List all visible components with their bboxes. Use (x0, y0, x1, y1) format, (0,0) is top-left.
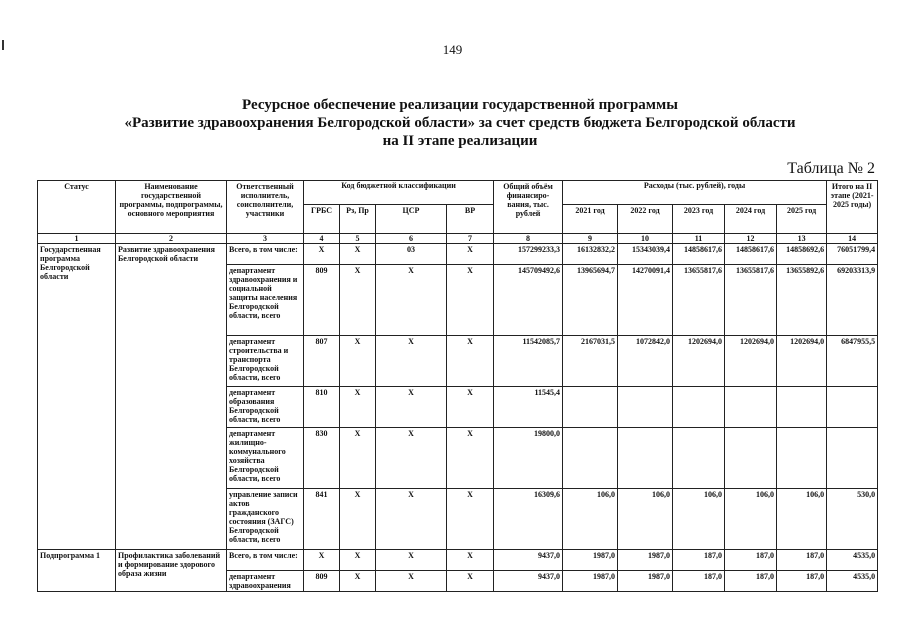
y2024-cell: 14858617,6 (725, 244, 777, 265)
colnum: 1 (38, 234, 116, 244)
header-2024: 2024 год (725, 205, 777, 234)
y2023-cell: 187,0 (673, 550, 725, 571)
responsible-cell: департамент здравоохранения (227, 571, 304, 592)
vr-cell: Х (447, 550, 494, 571)
sub1-name: Профилактика заболеваний и формирование здорового образа жизни (116, 550, 227, 592)
csr-cell: Х (376, 336, 447, 387)
y2021-cell: 1987,0 (563, 550, 618, 571)
rzpr-cell: Х (340, 550, 376, 571)
header-total: Общий объём финансиро-вания, тыс. рублей (494, 181, 563, 234)
y2025-cell: 187,0 (777, 571, 827, 592)
y2025-cell: 1202694,0 (777, 336, 827, 387)
colnum: 10 (618, 234, 673, 244)
colnum: 3 (227, 234, 304, 244)
colnum: 11 (673, 234, 725, 244)
title-line-2: «Развитие здравоохранения Белгородской области» за счет средств бюджета Белгородской области (124, 115, 796, 131)
y2025-cell (777, 428, 827, 489)
title-line-3: на II этапе реализации (382, 133, 538, 149)
header-2022: 2022 год (618, 205, 673, 234)
y2022-cell (618, 387, 673, 428)
total-cell: 19800,0 (494, 428, 563, 489)
vr-cell: Х (447, 571, 494, 592)
gp-name: Развитие здравоохранения Белгородской области (116, 244, 227, 550)
document-title (60, 96, 860, 150)
y2021-cell: 106,0 (563, 489, 618, 550)
rzpr-cell: Х (340, 489, 376, 550)
sub1-status: Подпрограмма 1 (38, 550, 116, 592)
header-csr: ЦСР (376, 205, 447, 234)
y2024-cell: 187,0 (725, 571, 777, 592)
y2022-cell: 1987,0 (618, 550, 673, 571)
grbs-cell: 809 (304, 571, 340, 592)
y2025-cell (777, 387, 827, 428)
y2022-cell: 1987,0 (618, 571, 673, 592)
csr-cell: Х (376, 265, 447, 336)
total-cell: 11542085,7 (494, 336, 563, 387)
table-label: Таблица № 2 (787, 160, 875, 177)
csr-cell: Х (376, 550, 447, 571)
colnum: 9 (563, 234, 618, 244)
itogo-cell: 4535,0 (827, 571, 878, 592)
responsible-cell: департамент жилищно-коммунального хозяйства Белгородской области, всего (227, 428, 304, 489)
y2024-cell: 106,0 (725, 489, 777, 550)
responsible-cell: Всего, в том числе: (227, 244, 304, 265)
header-vr: ВР (447, 205, 494, 234)
rzpr-cell: Х (340, 265, 376, 336)
y2023-cell: 187,0 (673, 571, 725, 592)
header-expenses: Расходы (тыс. рублей), годы (563, 181, 827, 205)
rzpr-cell: Х (340, 428, 376, 489)
csr-cell: Х (376, 428, 447, 489)
y2021-cell (563, 387, 618, 428)
itogo-cell: 4535,0 (827, 550, 878, 571)
header-budget-code: Код бюджетной классификации (304, 181, 494, 205)
total-cell: 11545,4 (494, 387, 563, 428)
vr-cell: Х (447, 265, 494, 336)
vr-cell: Х (447, 336, 494, 387)
rzpr-cell: Х (340, 571, 376, 592)
colnum: 7 (447, 234, 494, 244)
y2024-cell: 1202694,0 (725, 336, 777, 387)
header-name: Наименование государственной программы, подпрограммы, основного мероприятия (116, 181, 227, 234)
header-2023: 2023 год (673, 205, 725, 234)
itogo-cell: 69203313,9 (827, 265, 878, 336)
responsible-cell: Всего, в том числе: (227, 550, 304, 571)
responsible-cell: управление записи актов гражданского состояния (ЗАГС) Белгородской области, всего (227, 489, 304, 550)
y2022-cell (618, 428, 673, 489)
header-status: Статус (38, 181, 116, 234)
rzpr-cell: Х (340, 244, 376, 265)
y2021-cell: 16132832,2 (563, 244, 618, 265)
y2024-cell (725, 428, 777, 489)
y2024-cell: 13655817,6 (725, 265, 777, 336)
y2022-cell: 15343039,4 (618, 244, 673, 265)
csr-cell: 03 (376, 244, 447, 265)
header-responsible: Ответственный исполнитель, соисполнители, участники (227, 181, 304, 234)
itogo-cell: 530,0 (827, 489, 878, 550)
table-row (38, 244, 878, 265)
header-rzpr: Рз, Пр (340, 205, 376, 234)
header-itogo: Итого на II этапе (2021-2025 годы) (827, 181, 878, 234)
responsible-cell: департамент строительства и транспорта Белгородской области, всего (227, 336, 304, 387)
colnum: 12 (725, 234, 777, 244)
vr-cell: Х (447, 489, 494, 550)
csr-cell: Х (376, 489, 447, 550)
header-2025: 2025 год (777, 205, 827, 234)
grbs-cell: 809 (304, 265, 340, 336)
grbs-cell: 830 (304, 428, 340, 489)
y2024-cell: 187,0 (725, 550, 777, 571)
header-row-1 (38, 181, 878, 205)
colnum: 13 (777, 234, 827, 244)
rzpr-cell: Х (340, 336, 376, 387)
y2021-cell: 13965694,7 (563, 265, 618, 336)
y2025-cell: 13655892,6 (777, 265, 827, 336)
y2023-cell (673, 428, 725, 489)
y2021-cell (563, 428, 618, 489)
header-2021: 2021 год (563, 205, 618, 234)
total-cell: 157299233,3 (494, 244, 563, 265)
itogo-cell: 6847955,5 (827, 336, 878, 387)
y2022-cell: 14270091,4 (618, 265, 673, 336)
responsible-cell: департамент здравоохранения и социальной защиты населения Белгородской области, всего (227, 265, 304, 336)
column-number-row (38, 234, 878, 244)
vr-cell: Х (447, 387, 494, 428)
y2025-cell: 14858692,6 (777, 244, 827, 265)
grbs-cell: 810 (304, 387, 340, 428)
total-cell: 9437,0 (494, 571, 563, 592)
y2023-cell: 1202694,0 (673, 336, 725, 387)
title-line-1: Ресурсное обеспечение реализации государственной программы (242, 97, 678, 113)
grbs-cell: 841 (304, 489, 340, 550)
gp-status: Государственная программа Белгородской области (38, 244, 116, 550)
y2023-cell: 13655817,6 (673, 265, 725, 336)
resource-table (37, 180, 878, 592)
y2022-cell: 106,0 (618, 489, 673, 550)
y2025-cell: 187,0 (777, 550, 827, 571)
header-grbs: ГРБС (304, 205, 340, 234)
total-cell: 9437,0 (494, 550, 563, 571)
total-cell: 16309,6 (494, 489, 563, 550)
y2024-cell (725, 387, 777, 428)
csr-cell: Х (376, 571, 447, 592)
y2025-cell: 106,0 (777, 489, 827, 550)
grbs-cell: Х (304, 550, 340, 571)
responsible-cell: департамент образования Белгородской области, всего (227, 387, 304, 428)
rzpr-cell: Х (340, 387, 376, 428)
itogo-cell (827, 428, 878, 489)
grbs-cell: 807 (304, 336, 340, 387)
table-row (38, 550, 878, 571)
vr-cell: Х (447, 428, 494, 489)
colnum: 8 (494, 234, 563, 244)
colnum: 6 (376, 234, 447, 244)
y2021-cell: 2167031,5 (563, 336, 618, 387)
colnum: 2 (116, 234, 227, 244)
y2023-cell: 14858617,6 (673, 244, 725, 265)
y2022-cell: 1072842,0 (618, 336, 673, 387)
itogo-cell (827, 387, 878, 428)
csr-cell: Х (376, 387, 447, 428)
y2021-cell: 1987,0 (563, 571, 618, 592)
y2023-cell (673, 387, 725, 428)
y2023-cell: 106,0 (673, 489, 725, 550)
colnum: 14 (827, 234, 878, 244)
page-number: 149 (442, 42, 463, 57)
itogo-cell: 76051799,4 (827, 244, 878, 265)
total-cell: 145709492,6 (494, 265, 563, 336)
colnum: 4 (304, 234, 340, 244)
colnum: 5 (340, 234, 376, 244)
grbs-cell: Х (304, 244, 340, 265)
vr-cell: Х (447, 244, 494, 265)
